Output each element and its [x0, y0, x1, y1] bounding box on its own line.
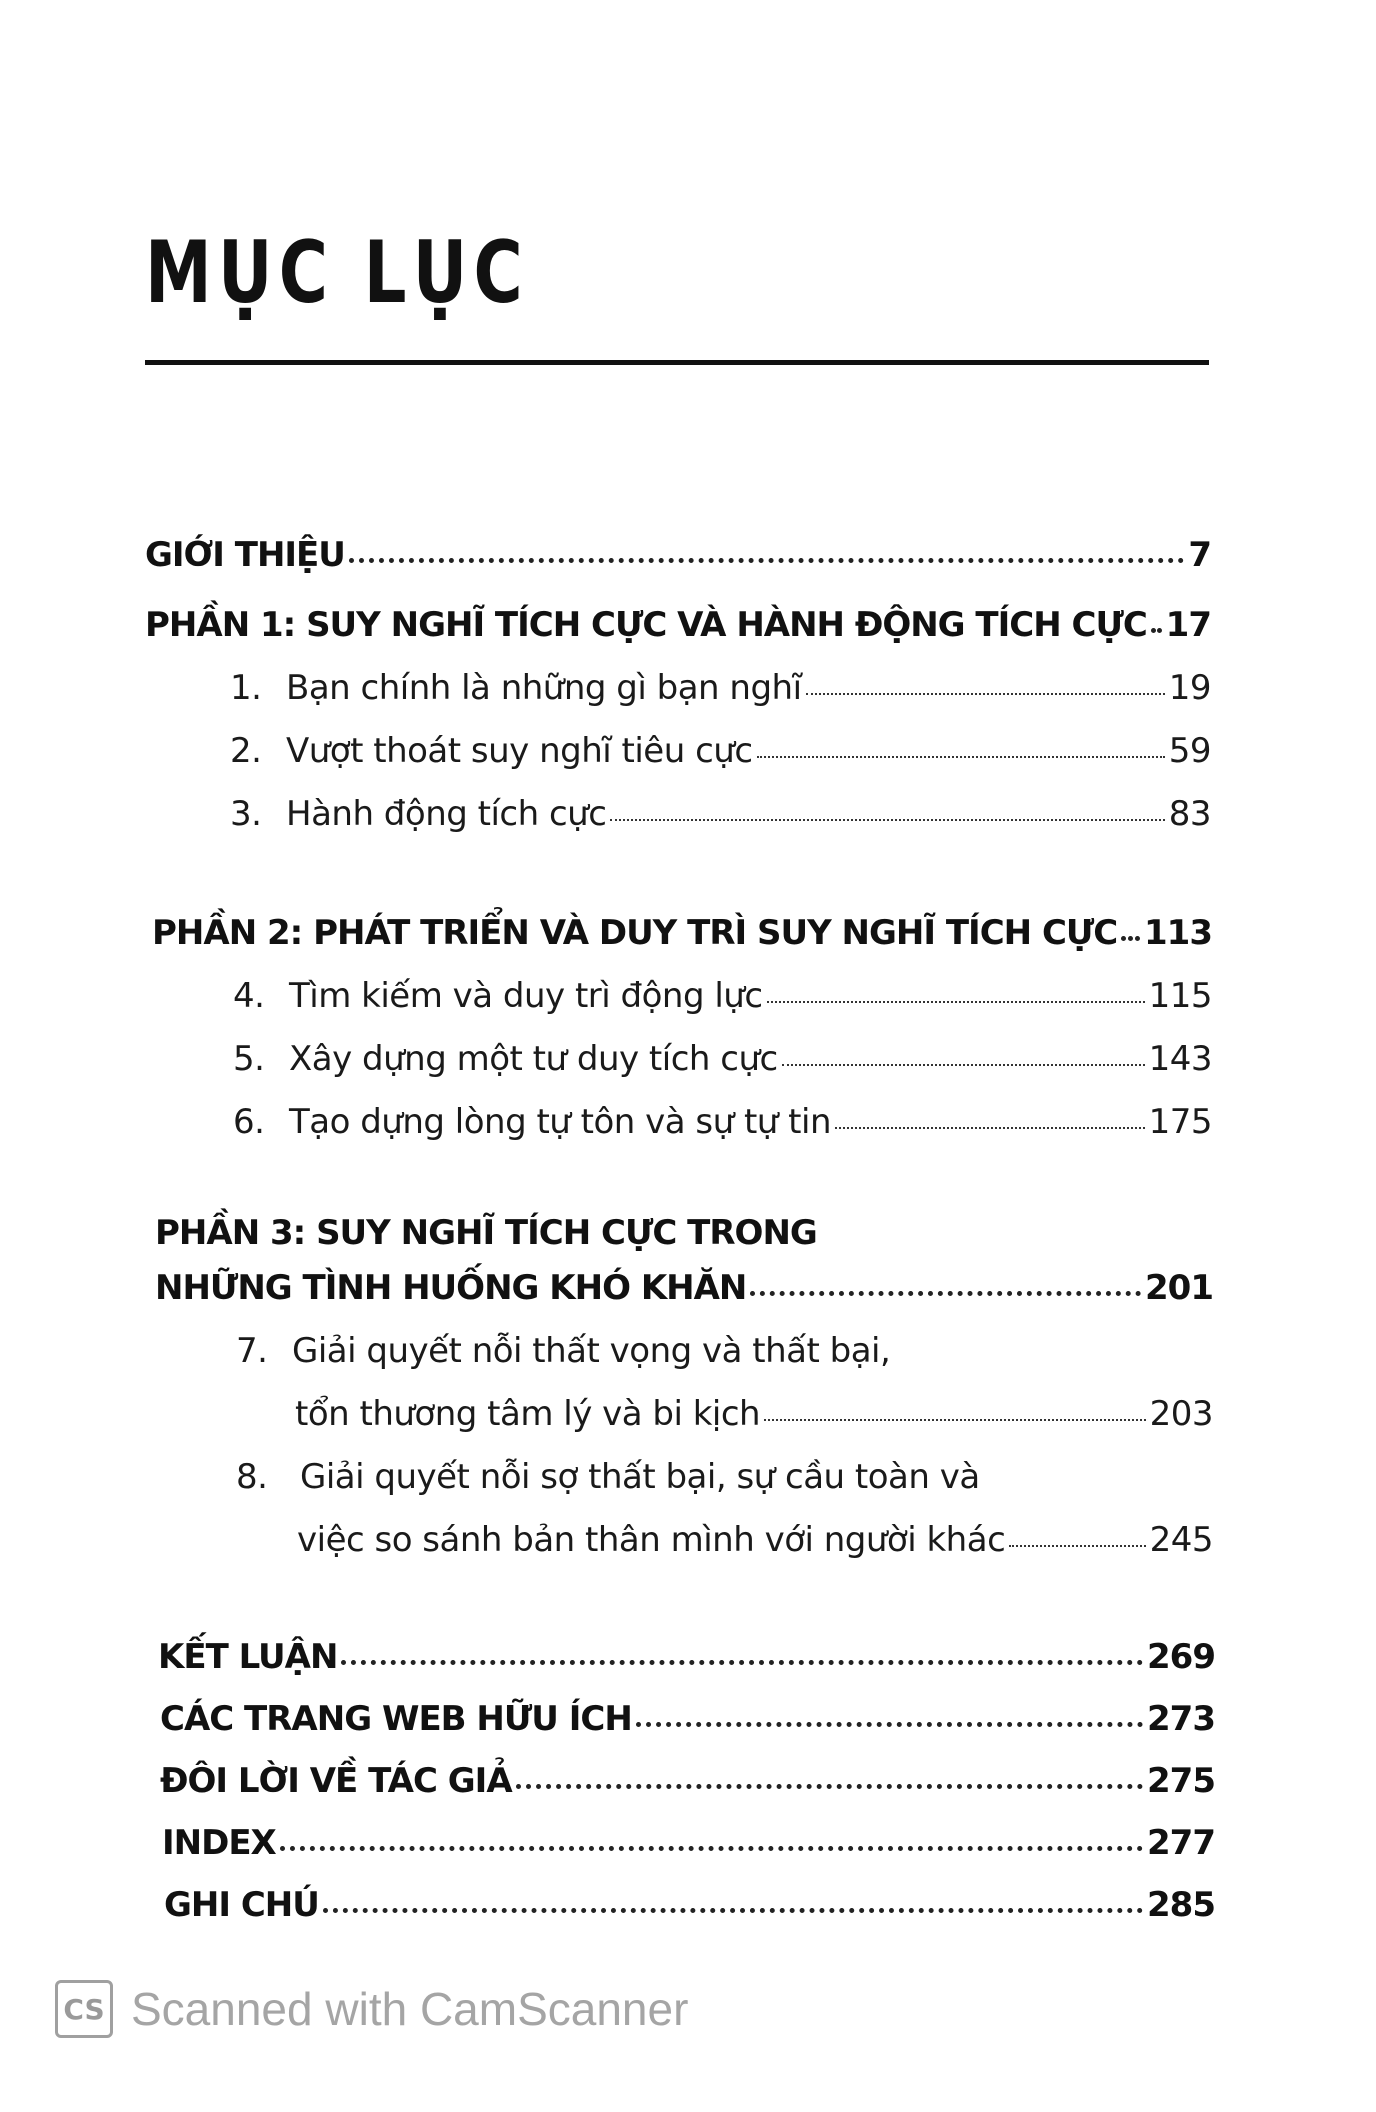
chapter-number: 1. [230, 668, 262, 708]
toc-entry-label: CÁC TRANG WEB HỮU ÍCH [160, 1699, 632, 1739]
watermark-text: Scanned with CamScanner [131, 1983, 689, 2035]
toc-entry-label: Tạo dựng lòng tự tôn và sự tự tin [289, 1102, 831, 1142]
toc-page-number: 175 [1148, 1102, 1212, 1142]
toc-page-number: 277 [1147, 1823, 1215, 1863]
dot-leader [1009, 1541, 1145, 1547]
dot-leader [323, 1904, 1143, 1913]
chapter-number: 8. [236, 1457, 268, 1497]
toc-entry-intro [145, 535, 1211, 575]
toc-entry-part-1 [145, 605, 1211, 645]
chapter-number: 6. [233, 1102, 265, 1142]
toc-page-number: 203 [1149, 1394, 1213, 1434]
toc-page-number: 273 [1147, 1699, 1215, 1739]
dot-leader [516, 1780, 1143, 1789]
toc-entry-chapter-1 [230, 668, 1211, 708]
toc-page-number: 269 [1147, 1637, 1215, 1677]
toc-entry-about-author [160, 1761, 1215, 1801]
toc-page-number: 83 [1168, 794, 1211, 834]
dot-leader [636, 1718, 1143, 1727]
toc-entry-label: Hành động tích cực [286, 794, 607, 834]
toc-page-number: 19 [1168, 668, 1211, 708]
toc-entry-label: INDEX [162, 1823, 276, 1863]
chapter-number: 2. [230, 731, 262, 771]
chapter-number: 3. [230, 794, 262, 834]
toc-entry-part-3 [155, 1268, 1213, 1308]
toc-entry-chapter-8 [297, 1520, 1213, 1560]
toc-page-number: 7 [1188, 535, 1211, 575]
toc-entry-chapter-7 [295, 1394, 1213, 1434]
dot-leader [1151, 624, 1162, 633]
toc-entry-conclusion [158, 1637, 1215, 1677]
toc-entry-label: KẾT LUẬN [158, 1637, 338, 1677]
toc-page-number: 115 [1148, 976, 1212, 1016]
dot-leader [806, 689, 1165, 695]
toc-entry-label: NHỮNG TÌNH HUỐNG KHÓ KHĂN [155, 1268, 747, 1308]
camscanner-watermark [55, 1980, 688, 2038]
toc-entry-label: PHẦN 1: SUY NGHĨ TÍCH CỰC VÀ HÀNH ĐỘNG TÍCH CỰC [145, 605, 1147, 645]
dot-leader [767, 997, 1145, 1003]
dot-leader [349, 554, 1184, 563]
toc-entry-label: Xây dựng một tư duy tích cực [289, 1039, 778, 1079]
toc-entry-chapter-3 [230, 794, 1211, 834]
toc-entry-index [162, 1823, 1215, 1863]
dot-leader [835, 1123, 1145, 1129]
toc-page-number: 275 [1147, 1761, 1215, 1801]
toc-entry-label: tổn thương tâm lý và bi kịch [295, 1394, 761, 1434]
toc-page-number: 59 [1168, 731, 1211, 771]
toc-page-number: 113 [1144, 913, 1212, 953]
toc-entry-chapter-7-line-1: 7. Giải quyết nỗi thất vọng và thất bại, [236, 1331, 891, 1371]
chapter-number: 5. [233, 1039, 265, 1079]
toc-page-number: 201 [1145, 1268, 1213, 1308]
toc-entry-websites [160, 1699, 1215, 1739]
toc-entry-notes [164, 1885, 1215, 1925]
toc-entry-label: Bạn chính là những gì bạn nghĩ [286, 668, 802, 708]
dot-leader [764, 1415, 1145, 1421]
chapter-number: 7. [236, 1331, 268, 1371]
toc-entry-chapter-8-line-1: 8. Giải quyết nỗi sợ thất bại, sự cầu toàn và [236, 1457, 980, 1497]
toc-entry-label: PHẦN 2: PHÁT TRIỂN VÀ DUY TRÌ SUY NGHĨ TÍCH CỰC [152, 913, 1118, 953]
toc-entry-part-2 [152, 913, 1212, 953]
dot-leader [1121, 932, 1140, 941]
toc-entry-label: Tìm kiếm và duy trì động lực [289, 976, 763, 1016]
toc-entry-part-3-line-1: PHẦN 3: SUY NGHĨ TÍCH CỰC TRONG [155, 1213, 817, 1253]
toc-entry-label: GHI CHÚ [164, 1885, 319, 1925]
dot-leader [750, 1287, 1141, 1296]
title-underline [145, 360, 1209, 365]
dot-leader [757, 752, 1165, 758]
toc-page-number: 17 [1165, 605, 1211, 645]
page-title: MỤC LỤC [145, 223, 529, 323]
toc-entry-chapter-4 [233, 976, 1212, 1016]
toc-entry-label: GIỚI THIỆU [145, 535, 345, 575]
chapter-number: 4. [233, 976, 265, 1016]
toc-entry-label: việc so sánh bản thân mình với người khác [297, 1520, 1006, 1560]
toc-entry-label: Vượt thoát suy nghĩ tiêu cực [286, 731, 753, 771]
dot-leader [610, 815, 1164, 821]
camscanner-logo-icon: CS [55, 1980, 113, 2038]
dot-leader [341, 1656, 1143, 1665]
toc-page-number: 245 [1149, 1520, 1213, 1560]
toc-page-number: 285 [1147, 1885, 1215, 1925]
toc-page-number: 143 [1148, 1039, 1212, 1079]
toc-entry-chapter-5 [233, 1039, 1212, 1079]
dot-leader [280, 1842, 1143, 1851]
dot-leader [782, 1060, 1145, 1066]
toc-entry-chapter-6 [233, 1102, 1212, 1142]
toc-entry-label: ĐÔI LỜI VỀ TÁC GIẢ [160, 1761, 512, 1801]
toc-entry-chapter-2 [230, 731, 1211, 771]
